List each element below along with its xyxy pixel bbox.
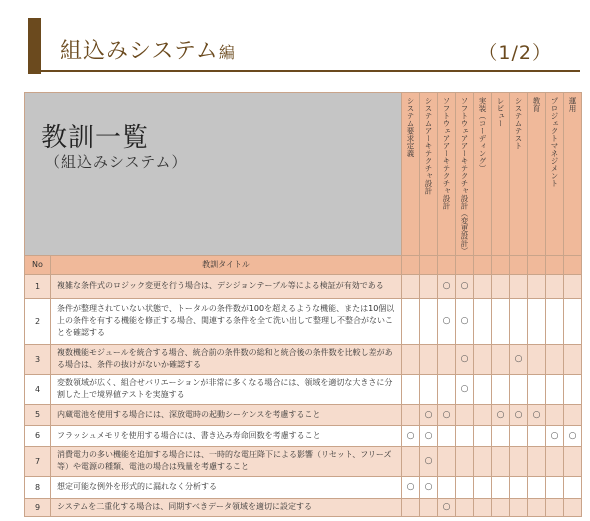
empty-mark-cell (564, 374, 582, 404)
applicable-mark: ○ (510, 344, 528, 374)
empty-mark-cell (456, 446, 474, 476)
column-header (546, 93, 564, 256)
column-header (438, 93, 456, 256)
empty-mark-cell (528, 298, 546, 344)
empty-mark-cell (456, 476, 474, 498)
row-number: 2 (25, 298, 51, 344)
empty-mark-cell (402, 344, 420, 374)
empty-mark-cell (510, 446, 528, 476)
applicable-mark: ○ (438, 274, 456, 298)
page-title-main: 組込みシステム (60, 39, 219, 64)
column-header-label: プロジェクトマネジメント (550, 97, 559, 187)
column-header (528, 93, 546, 256)
empty-mark-cell (402, 404, 420, 425)
empty-mark-cell (474, 425, 492, 446)
empty-mark-cell (438, 446, 456, 476)
row-number: 4 (25, 374, 51, 404)
empty-mark-cell (492, 476, 510, 498)
empty-mark-cell (492, 498, 510, 516)
empty-mark-cell (474, 404, 492, 425)
column-header-label: 教育 (532, 97, 541, 112)
applicable-mark: ○ (438, 404, 456, 425)
empty-mark-cell (528, 476, 546, 498)
empty-mark-cell (564, 498, 582, 516)
empty-mark-cell (474, 446, 492, 476)
subheader-spacer (528, 255, 546, 274)
applicable-mark: ○ (510, 404, 528, 425)
column-header-label: システムアーキテクチャ設計 (424, 97, 433, 195)
table-header-row (25, 93, 582, 256)
empty-mark-cell (402, 446, 420, 476)
title-column-header: 教訓タイトル (51, 255, 402, 274)
empty-mark-cell (528, 344, 546, 374)
empty-mark-cell (420, 344, 438, 374)
empty-mark-cell (528, 374, 546, 404)
empty-mark-cell (474, 374, 492, 404)
no-column-header: No (25, 255, 51, 274)
lessons-table (24, 92, 582, 517)
column-header (456, 93, 474, 256)
applicable-mark: ○ (420, 446, 438, 476)
empty-mark-cell (474, 476, 492, 498)
lesson-title: 複雑な条件式のロジック変更を行う場合は、デシジョンテーブル等による検証が有効である (51, 274, 402, 298)
empty-mark-cell (474, 298, 492, 344)
empty-mark-cell (438, 374, 456, 404)
column-header (564, 93, 582, 256)
subheader-spacer (420, 255, 438, 274)
subheader-spacer (546, 255, 564, 274)
subheader-spacer (510, 255, 528, 274)
empty-mark-cell (510, 476, 528, 498)
applicable-mark: ○ (420, 404, 438, 425)
empty-mark-cell (564, 446, 582, 476)
column-header (492, 93, 510, 256)
empty-mark-cell (456, 425, 474, 446)
column-header-label: 運用 (568, 97, 577, 112)
row-number: 1 (25, 274, 51, 298)
empty-mark-cell (564, 274, 582, 298)
empty-mark-cell (510, 298, 528, 344)
empty-mark-cell (420, 274, 438, 298)
subheader-spacer (456, 255, 474, 274)
empty-mark-cell (546, 476, 564, 498)
applicable-mark: ○ (564, 425, 582, 446)
empty-mark-cell (528, 425, 546, 446)
applicable-mark: ○ (528, 404, 546, 425)
applicable-mark: ○ (456, 344, 474, 374)
empty-mark-cell (492, 344, 510, 374)
empty-mark-cell (492, 298, 510, 344)
applicable-mark: ○ (438, 498, 456, 516)
empty-mark-cell (492, 425, 510, 446)
page-number: （1/2） (478, 42, 552, 64)
table-row (25, 476, 582, 498)
empty-mark-cell (546, 498, 564, 516)
column-header-label: ソフトウェアアーキテクチャ設計 (442, 97, 451, 210)
lesson-title: 変数領域が広く、組合せバリエーションが非常に多くなる場合には、領域を適切な大きさに分割した上で境界値テストを実施する (51, 374, 402, 404)
lessons-table-container (24, 92, 584, 517)
empty-mark-cell (546, 374, 564, 404)
lesson-title: 消費電力の多い機能を追加する場合には、一時的な電圧降下による影響（リセット、フリーズ等）や電源の種類、電池の場合は残量を考慮すること (51, 446, 402, 476)
applicable-mark: ○ (492, 404, 510, 425)
lesson-title: 内蔵電池を使用する場合には、深放電時の起動シーケンスを考慮すること (51, 404, 402, 425)
table-row (25, 404, 582, 425)
table-heading: 教訓一覧 (41, 123, 150, 153)
row-number: 7 (25, 446, 51, 476)
applicable-mark: ○ (420, 476, 438, 498)
table-subheader-row (25, 255, 582, 274)
empty-mark-cell (438, 344, 456, 374)
applicable-mark: ○ (546, 425, 564, 446)
empty-mark-cell (420, 374, 438, 404)
empty-mark-cell (546, 404, 564, 425)
empty-mark-cell (510, 425, 528, 446)
row-number: 3 (25, 344, 51, 374)
empty-mark-cell (564, 476, 582, 498)
empty-mark-cell (420, 498, 438, 516)
empty-mark-cell (402, 298, 420, 344)
empty-mark-cell (528, 274, 546, 298)
table-row (25, 374, 582, 404)
table-row (25, 446, 582, 476)
subheader-spacer (402, 255, 420, 274)
page-title-suffix: 編 (218, 43, 236, 62)
empty-mark-cell (510, 498, 528, 516)
row-number: 9 (25, 498, 51, 516)
empty-mark-cell (492, 446, 510, 476)
empty-mark-cell (546, 274, 564, 298)
empty-mark-cell (564, 298, 582, 344)
empty-mark-cell (510, 374, 528, 404)
table-body (25, 274, 582, 516)
applicable-mark: ○ (456, 298, 474, 344)
empty-mark-cell (474, 344, 492, 374)
column-header-label: 実装（コーディング） (478, 97, 487, 172)
page-header (28, 16, 580, 72)
empty-mark-cell (492, 274, 510, 298)
empty-mark-cell (420, 298, 438, 344)
subheader-spacer (474, 255, 492, 274)
empty-mark-cell (546, 344, 564, 374)
table-row (25, 274, 582, 298)
empty-mark-cell (564, 344, 582, 374)
lesson-title: 想定可能な例外を形式的に漏れなく分析する (51, 476, 402, 498)
column-header (510, 93, 528, 256)
empty-mark-cell (402, 374, 420, 404)
row-number: 8 (25, 476, 51, 498)
table-subheading: （組込みシステム） (45, 153, 188, 171)
empty-mark-cell (456, 404, 474, 425)
table-row (25, 344, 582, 374)
table-row (25, 298, 582, 344)
empty-mark-cell (438, 425, 456, 446)
empty-mark-cell (438, 476, 456, 498)
column-header (402, 93, 420, 256)
column-header (474, 93, 492, 256)
table-row (25, 498, 582, 516)
row-number: 5 (25, 404, 51, 425)
column-header-label: ソフトウェアアーキテクチャ設計（変更設計） (460, 97, 469, 255)
empty-mark-cell (510, 274, 528, 298)
empty-mark-cell (564, 404, 582, 425)
applicable-mark: ○ (438, 298, 456, 344)
empty-mark-cell (528, 498, 546, 516)
page-title (60, 34, 236, 65)
empty-mark-cell (456, 498, 474, 516)
empty-mark-cell (546, 298, 564, 344)
lesson-title: フラッシュメモリを使用する場合には、書き込み寿命回数を考慮すること (51, 425, 402, 446)
empty-mark-cell (492, 374, 510, 404)
empty-mark-cell (546, 446, 564, 476)
empty-mark-cell (402, 498, 420, 516)
column-header (420, 93, 438, 256)
column-header-label: システム要求定義 (406, 97, 415, 157)
applicable-mark: ○ (402, 425, 420, 446)
table-row (25, 425, 582, 446)
applicable-mark: ○ (456, 274, 474, 298)
title-divider (28, 70, 580, 72)
lesson-title: 複数機能モジュールを統合する場合、統合前の条件数の総和と統合後の条件数を比較し差がある場合は、条件の抜けがないか確認する (51, 344, 402, 374)
applicable-mark: ○ (456, 374, 474, 404)
subheader-spacer (492, 255, 510, 274)
column-header-label: システムテスト (514, 97, 523, 150)
empty-mark-cell (402, 274, 420, 298)
row-number: 6 (25, 425, 51, 446)
lesson-title: システムを二重化する場合は、同期すべきデータ領域を適切に設定する (51, 498, 402, 516)
empty-mark-cell (474, 498, 492, 516)
empty-mark-cell (474, 274, 492, 298)
title-accent-bar (28, 18, 41, 74)
lesson-title: 条件が整理されていない状態で、トータルの条件数が100を超えるような機能、または10個以上の条件を有する機能を修正する場合、関連する条件を全て洗い出して整理し不整合がないことを確認する (51, 298, 402, 344)
applicable-mark: ○ (420, 425, 438, 446)
subheader-spacer (438, 255, 456, 274)
empty-mark-cell (528, 446, 546, 476)
table-heading-block (25, 93, 402, 256)
applicable-mark: ○ (402, 476, 420, 498)
subheader-spacer (564, 255, 582, 274)
column-header-label: レビュー (496, 97, 505, 127)
